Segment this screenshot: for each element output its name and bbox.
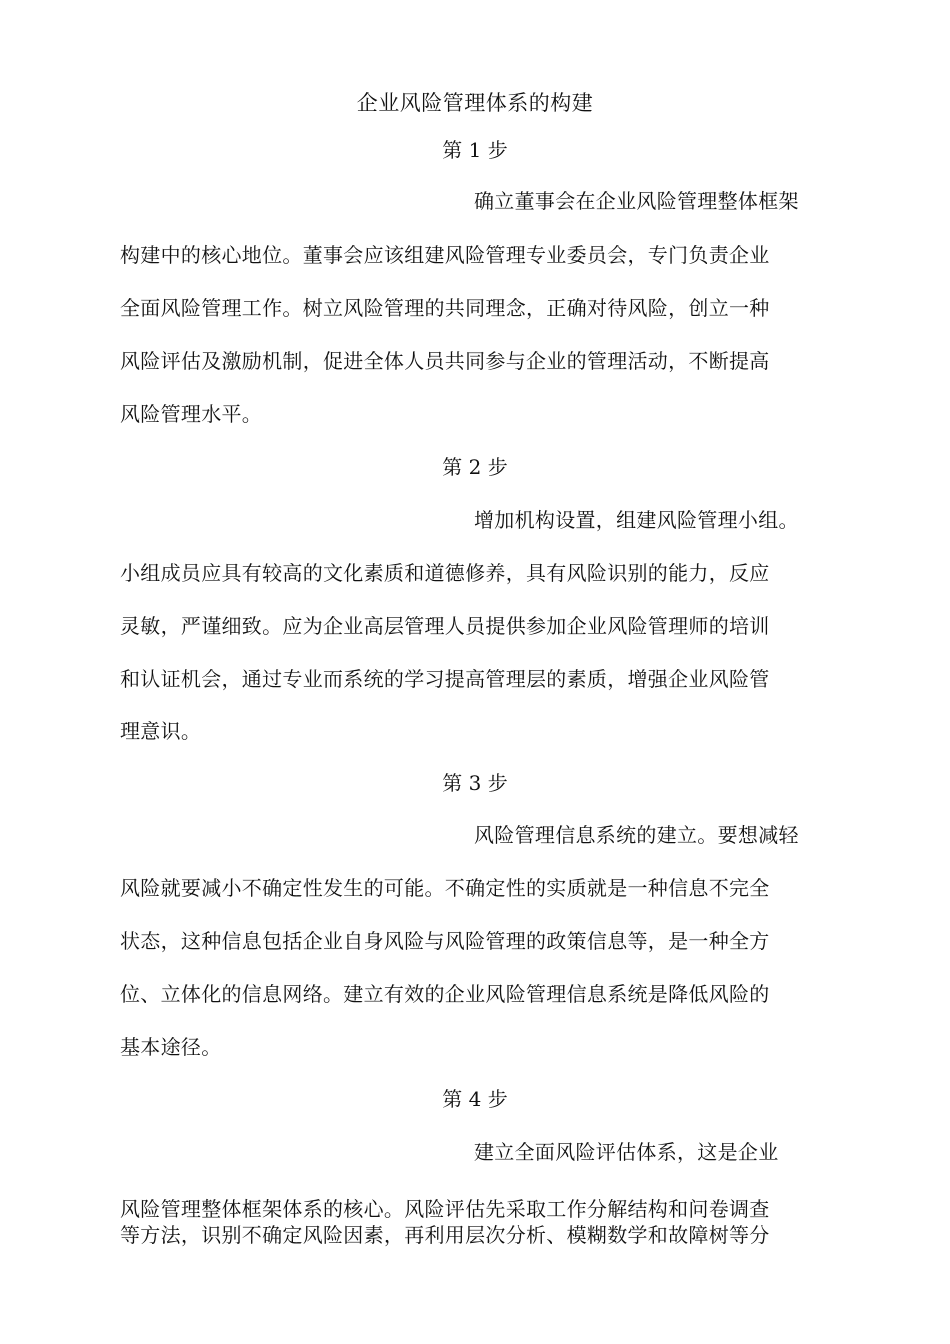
step-1-line-3: 全面风险管理工作。树立风险管理的共同理念，正确对待风险，创立一种 (120, 296, 770, 320)
step-4-heading: 第 4 步 (442, 1087, 508, 1111)
step-3-line-5: 基本途径。 (120, 1035, 222, 1059)
step-3-line-4: 位、立体化的信息网络。建立有效的企业风险管理信息系统是降低风险的 (120, 982, 770, 1006)
step-1-line-1: 确立董事会在企业风险管理整体框架 (474, 189, 799, 213)
step-1-line-5: 风险管理水平。 (120, 402, 263, 426)
step-4-line-2: 风险管理整体框架体系的核心。风险评估先采取工作分解结构和问卷调查 (120, 1197, 770, 1221)
step-3-line-1: 风险管理信息系统的建立。要想减轻 (474, 823, 799, 847)
step-1-heading: 第 1 步 (442, 138, 508, 162)
step-2-line-4: 和认证机会，通过专业而系统的学习提高管理层的素质，增强企业风险管 (120, 667, 770, 691)
step-2-line-1: 增加机构设置，组建风险管理小组。 (474, 508, 799, 532)
step-1-line-4: 风险评估及激励机制，促进全体人员共同参与企业的管理活动，不断提高 (120, 349, 770, 373)
step-2-line-3: 灵敏，严谨细致。应为企业高层管理人员提供参加企业风险管理师的培训 (120, 614, 770, 638)
step-4-line-3: 等方法，识别不确定风险因素，再利用层次分析、模糊数学和故障树等分 (120, 1223, 770, 1247)
step-2-heading: 第 2 步 (442, 455, 508, 479)
step-3-heading: 第 3 步 (442, 771, 508, 795)
document-title: 企业风险管理体系的构建 (356, 91, 594, 115)
step-1-line-2: 构建中的核心地位。董事会应该组建风险管理专业委员会，专门负责企业 (120, 243, 770, 267)
step-4-line-1: 建立全面风险评估体系，这是企业 (474, 1140, 779, 1164)
step-3-line-2: 风险就要减小不确定性发生的可能。不确定性的实质就是一种信息不完全 (120, 876, 770, 900)
step-3-line-3: 状态，这种信息包括企业自身风险与风险管理的政策信息等，是一种全方 (120, 929, 770, 953)
step-2-line-5: 理意识。 (120, 719, 202, 743)
step-2-line-2: 小组成员应具有较高的文化素质和道德修养，具有风险识别的能力，反应 (120, 561, 770, 585)
